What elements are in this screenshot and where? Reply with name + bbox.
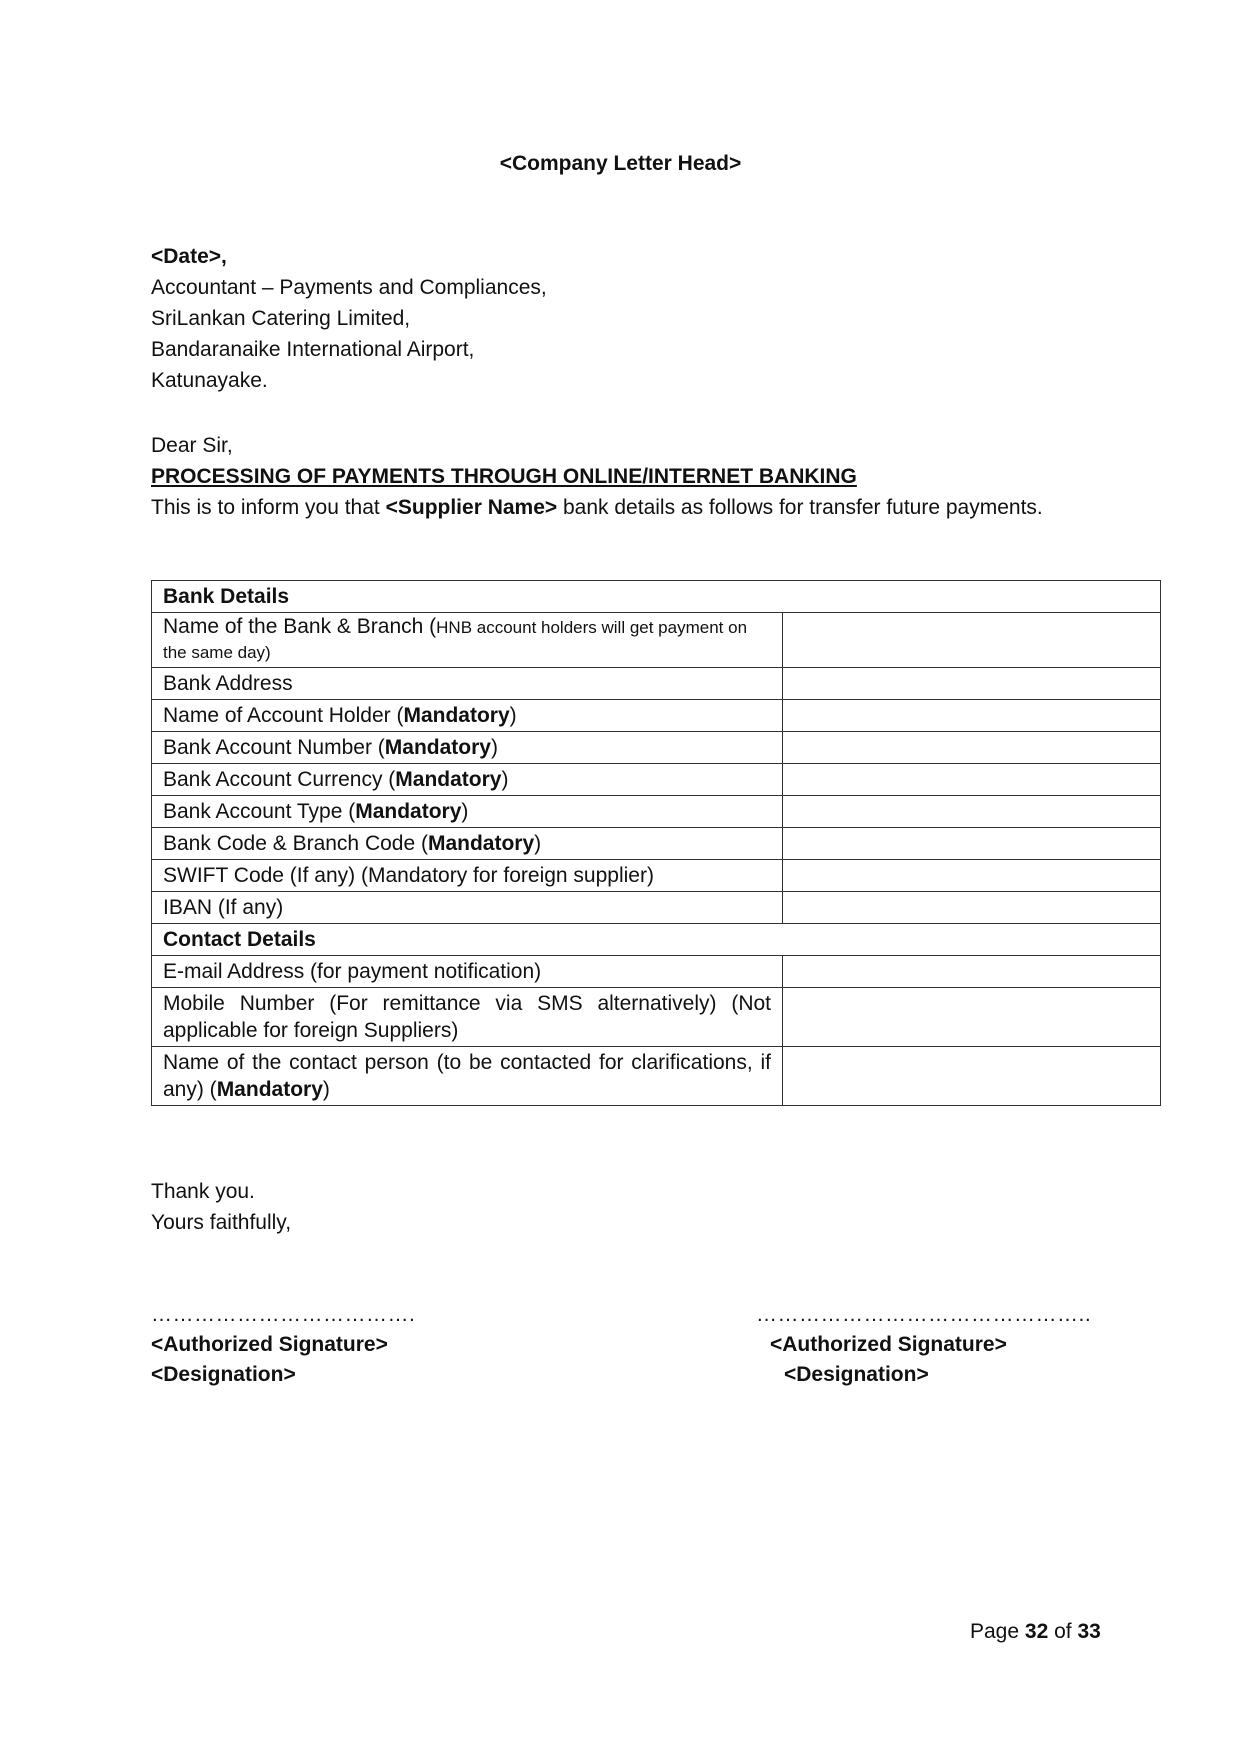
mobile-label: Mobile Number (For remittance via SMS alternatively) (Not applicable for foreign Suppliers) — [152, 988, 783, 1047]
table-row — [152, 828, 1161, 860]
bank-branch-label — [152, 613, 783, 668]
label-text: Bank Account Currency ( — [163, 768, 396, 791]
account-number-label — [152, 732, 783, 764]
account-currency-value[interactable] — [783, 764, 1161, 796]
table-row — [152, 988, 1161, 1047]
address-line: Bandaranaike International Airport, — [151, 338, 475, 361]
table-row — [152, 956, 1161, 988]
designation: <Designation> — [784, 1363, 929, 1386]
date-placeholder: <Date>, — [151, 245, 227, 268]
page-word: Page — [970, 1620, 1025, 1643]
page-number — [970, 1620, 1101, 1644]
label-text: ) — [490, 736, 498, 759]
subject-heading: PROCESSING OF PAYMENTS THROUGH ONLINE/INTERNET BANKING — [151, 465, 857, 488]
authorized-signature: <Authorized Signature> — [151, 1333, 388, 1356]
signature-block-right — [756, 1300, 1091, 1390]
table-row — [152, 764, 1161, 796]
mandatory-tag: Mandatory — [427, 832, 535, 855]
mandatory-tag: Mandatory — [216, 1078, 323, 1101]
recipient-address — [151, 241, 547, 396]
swift-value[interactable] — [783, 860, 1161, 892]
mandatory-tag: Mandatory — [403, 704, 510, 727]
label-text: Name of the contact person (to be contacted for clarifications, if any) ( — [163, 1051, 771, 1101]
bank-code-value[interactable] — [783, 828, 1161, 860]
thank-you: Thank you. — [151, 1180, 255, 1203]
address-line: Katunayake. — [151, 369, 268, 392]
table-section-header — [152, 581, 1161, 613]
account-holder-value[interactable] — [783, 700, 1161, 732]
account-currency-label — [152, 764, 783, 796]
address-line: Accountant – Payments and Compliances, — [151, 276, 547, 299]
current-page: 32 — [1024, 1620, 1049, 1643]
bank-branch-value[interactable] — [783, 613, 1161, 668]
table-row — [152, 732, 1161, 764]
address-line: SriLankan Catering Limited, — [151, 307, 411, 330]
table-row — [152, 668, 1161, 700]
authorized-signature: <Authorized Signature> — [770, 1333, 1007, 1356]
intro-paragraph — [151, 492, 1096, 523]
label-text: ) — [534, 832, 542, 855]
mandatory-tag: Mandatory — [384, 736, 491, 759]
mobile-value[interactable] — [783, 988, 1161, 1047]
letter-body — [151, 430, 1096, 523]
account-number-value[interactable] — [783, 732, 1161, 764]
of-word: of — [1048, 1620, 1078, 1643]
signature-block-left — [151, 1300, 415, 1390]
contact-person-label — [152, 1047, 783, 1106]
account-type-value[interactable] — [783, 796, 1161, 828]
total-pages: 33 — [1077, 1620, 1101, 1643]
designation: <Designation> — [151, 1363, 296, 1386]
hnb-note: HNB account holders will get payment on the same day) — [163, 618, 748, 662]
label-text: Bank Account Type ( — [163, 800, 356, 823]
bank-details-header: Bank Details — [152, 581, 1161, 613]
account-holder-label — [152, 700, 783, 732]
email-label: E-mail Address (for payment notification) — [152, 956, 783, 988]
table-row — [152, 892, 1161, 924]
table-row — [152, 796, 1161, 828]
bank-address-label: Bank Address — [152, 668, 783, 700]
salutation: Dear Sir, — [151, 434, 233, 457]
yours-faithfully: Yours faithfully, — [151, 1211, 292, 1234]
label-text: ) — [461, 800, 469, 823]
iban-value[interactable] — [783, 892, 1161, 924]
label-text: ) — [509, 704, 517, 727]
intro-text: This is to inform you that — [151, 496, 386, 519]
table-row — [152, 1047, 1161, 1106]
bank-address-value[interactable] — [783, 668, 1161, 700]
account-type-label — [152, 796, 783, 828]
email-value[interactable] — [783, 956, 1161, 988]
label-text: Bank Account Number ( — [163, 736, 385, 759]
contact-person-value[interactable] — [783, 1047, 1161, 1106]
table-section-header — [152, 924, 1161, 956]
bank-code-label — [152, 828, 783, 860]
table-row — [152, 613, 1161, 668]
supplier-name-placeholder: <Supplier Name> — [385, 496, 558, 519]
signature-line: ……………………………………….. — [756, 1303, 1092, 1326]
table-row — [152, 860, 1161, 892]
signature-line: ………………………………. — [151, 1303, 416, 1326]
swift-label: SWIFT Code (If any) (Mandatory for foreign supplier) — [152, 860, 783, 892]
table-row — [152, 700, 1161, 732]
label-text: ) — [501, 768, 509, 791]
label-text: Name of Account Holder ( — [163, 704, 404, 727]
label-text: Name of the Bank & Branch ( — [163, 615, 437, 638]
bank-details-table — [151, 580, 1161, 1106]
contact-details-header: Contact Details — [152, 924, 1161, 956]
closing — [151, 1176, 291, 1238]
label-text: ) — [322, 1078, 330, 1101]
label-text: Bank Code & Branch Code ( — [163, 832, 428, 855]
iban-label: IBAN (If any) — [152, 892, 783, 924]
mandatory-tag: Mandatory — [395, 768, 502, 791]
company-letterhead: <Company Letter Head> — [499, 152, 742, 175]
mandatory-tag: Mandatory — [355, 800, 462, 823]
intro-text: bank details as follows for transfer future payments. — [557, 496, 1043, 519]
